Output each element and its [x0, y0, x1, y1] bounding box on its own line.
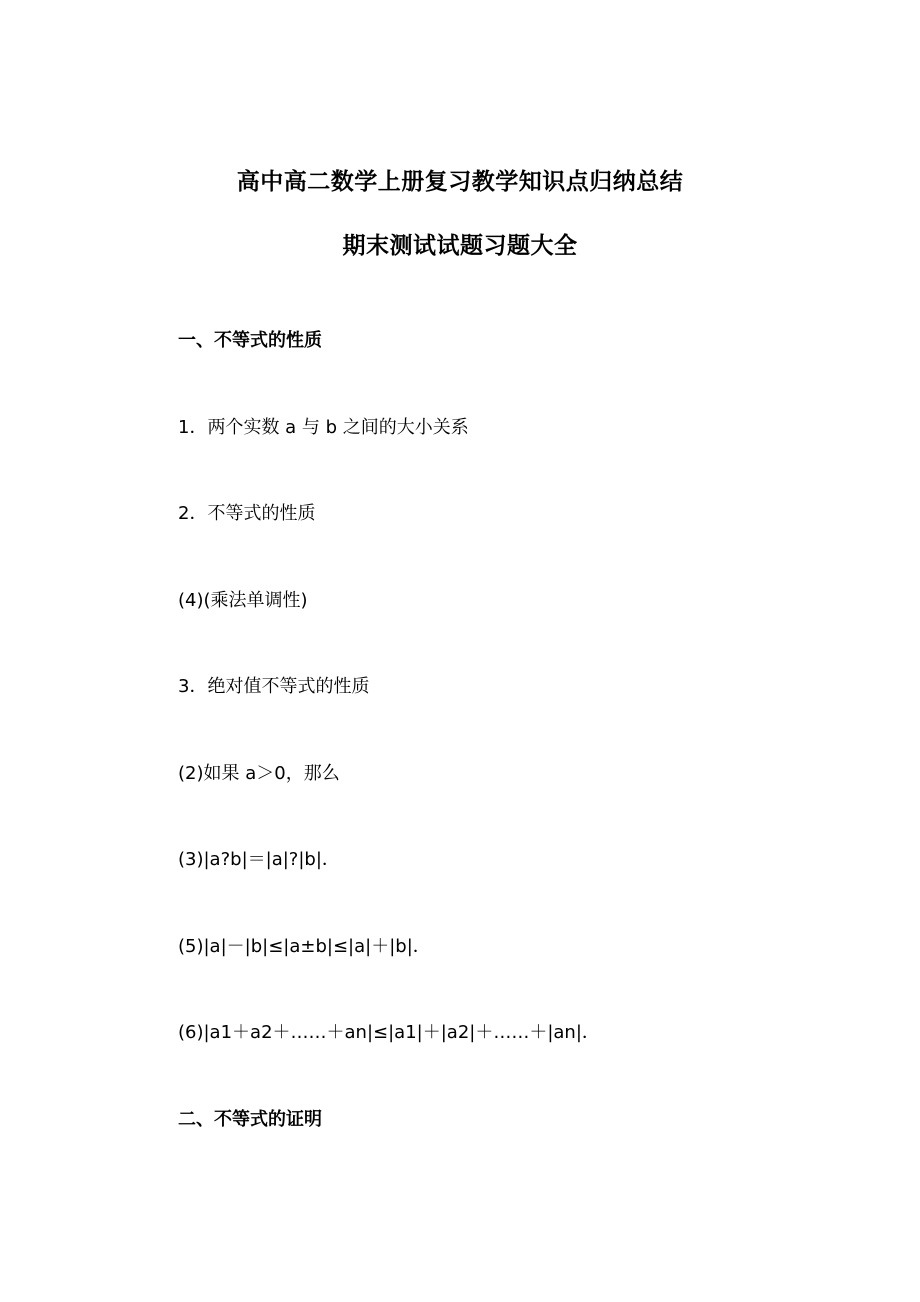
list-item: (5)|a|－|b|≤|a±b|≤|a|＋|b|．: [178, 936, 431, 957]
document-title: 高中高二数学上册复习教学知识点归纳总结: [236, 169, 684, 195]
section-heading-inequality-properties: 一、不等式的性质: [178, 330, 322, 351]
document-subtitle: 期末测试试题习题大全: [342, 233, 578, 259]
list-item: 1．两个实数 a 与 b 之间的大小关系: [178, 417, 469, 438]
list-item: (4)(乘法单调性): [178, 590, 308, 611]
list-item: 3．绝对值不等式的性质: [178, 676, 370, 697]
list-item: (6)|a1＋a2＋……＋an|≤|a1|＋|a2|＋……＋|an|．: [178, 1022, 600, 1043]
list-item: (3)|a?b|＝|a|?|b|．: [178, 849, 340, 870]
list-item: 2．不等式的性质: [178, 503, 316, 524]
section-heading-inequality-proof: 二、不等式的证明: [178, 1109, 322, 1130]
list-item: (2)如果 a＞0，那么: [178, 763, 340, 784]
